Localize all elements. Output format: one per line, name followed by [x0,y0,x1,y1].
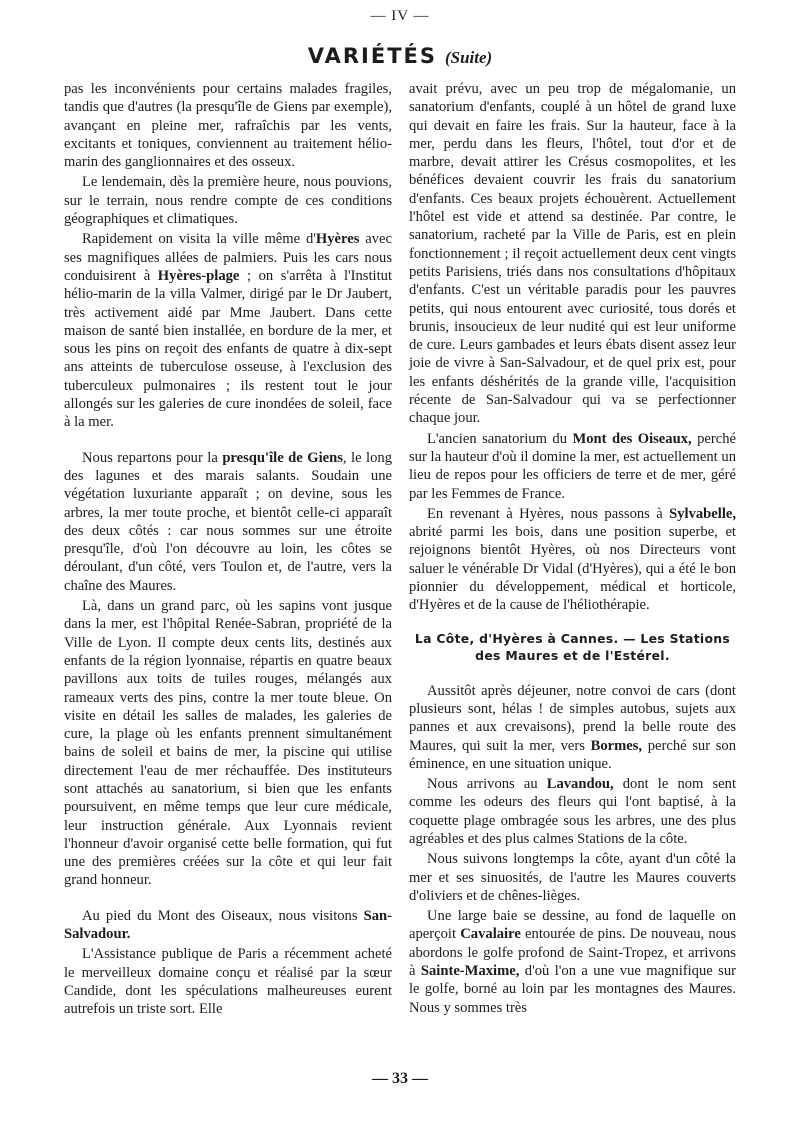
paragraph: Nous suivons longtemps la côte, ayant d'un côté la mer et ses sinuosités, de l'autre les Maures couverts d'oliviers et de chênes-lièges. [409,851,736,904]
paragraph: Le lendemain, dès la première heure, nous pouvions, sur le terrain, nous rendre compte de ces conditions géographiques et climatiques. [64,174,392,228]
paragraph: Aussitôt après déjeuner, notre convoi de cars (dont plusieurs sont, hélas ! de simples autobus, sujets aux pannes et aux crevaisons), prend la belle route des Maures, qui suit la mer, vers Bormes, perché sur son éminence, en une situation unique. [409,682,736,772]
section-header [0,44,800,68]
top-page-number: — IV — [370,8,430,24]
place-name: Bormes, [590,737,643,754]
left-column [64,80,392,1019]
place-name: Cavalaire [460,926,521,943]
section-heading: La Côte, d'Hyères à Cannes. — Les Stations des Maures et de l'Estérel. [414,630,731,663]
section-title: VARIÉTÉS [307,44,437,68]
paragraph: avait prévu, avec un peu trop de mégalomanie, un sanatorium d'enfants, couplé à un hôtel de grand luxe qui devait en faire les frais. Sur la hauteur, face à la mer, perdu dans les fleurs, l'hôtel, tout d'or et de marbre, devait attirer les Crésus cosmopolites, et les bénéfices devaient couvrir les frais du sanatorium d'enfants. Ces beaux projets échouèrent. Actuellement l'hôtel est vide et attend sa destinée. Par contre, le sanatorium, racheté par la Ville de Paris, est en plein fonctionnement ; il reçoit actuellement deux cent vingts petits Parisiens, triés dans nos consultations d'hôpitaux d'enfants. C'est un véritable paradis pour les pauvres petits, qui nous entourent avec curiosité, tous dorés et brunis, insoucieux de leur nudité qui est leur uniforme de cure. Leurs gambades et leurs ébats disent assez leur joie de vivre à San-Salvadour, et de quel prix est, pour les enfants déshérités de la grande ville, l'acquisition récente de San-Salvadour qui va se perfectionner chaque jour. [409,81,736,427]
bottom-page-number: — 33 — [372,1070,428,1087]
paragraph: Rapidement on visita la ville même d'Hyères avec ses magnifiques allées de palmiers. Puis les cars nous conduisirent à Hyères-plage ; on s'arrêta à l'Institut hélio-marin de la villa Valmer, dirigé par le Dr Jaubert, très activement aidé par Mme Jaubert. Dans cette maison de santé bien installée, en bordure de la mer, et sous les pins on reçoit des enfants de quatre à dix-sept ans atteints de tuberculose osseuse, à l'exclusion des tuberculeux pulmonaires ; ils restent tout le jour allongés sur les galeries de cure inondées de soleil, face à la mer. [64,231,393,431]
place-name: Sainte-Maxime, [420,963,520,980]
place-name: San-Salvadour. [64,907,392,943]
paragraph: Nous repartons pour la presqu'île de Giens, le long des lagunes et des marais salants. Soudain une végétation luxuriante apparaît ; on devine, sous les arbres, la mer toute proche, et bientôt celle-ci apparaît des deux côtés : car nous sommes sur une étroite presqu'île, d'où l'on découvre au loin, les côtes se déroulant, d'un côté, vers Toulon et, de l'autre, vers la chaîne des Maures. [64,449,392,594]
section-subtitle: (Suite) [444,48,493,67]
paragraph: L'ancien sanatorium du Mont des Oiseaux, perché sur la hauteur d'où il domine la mer, est actuellement un lieu de repos pour les officiers de terre et de mer, géré par les Femmes de France. [409,430,736,502]
paragraph: Une large baie se dessine, au fond de laquelle on aperçoit Cavalaire entourée de pins. De nouveau, nous abordons le golfe profond de Saint-Tropez, et arrivons à Sainte-Maxime, d'où l'on a une vue magnifique sur le golfe, borné au loin par les montagnes des Maures. Nous y sommes très [409,908,736,1016]
place-name: presqu'île de Giens [222,449,343,466]
paragraph: En revenant à Hyères, nous passons à Sylvabelle, abrité parmi les bois, dans une position superbe, et rejoignons bientôt Hyères, où nos Directeurs vont saluer le vénérable Dr Vidal (d'Hyères), qui a été le bon pionnier du développement, médical et horticole, d'Hyères et de la cause de l'héliothérapie. [409,505,736,614]
place-name: Hyères [315,231,360,248]
place-name: Lavandou, [546,776,614,793]
paragraph: L'Assistance publique de Paris a récemment acheté le merveilleux domaine conçu et réalisé par la sœur Candide, dont les spéculations malheureuses eurent autrefois un triste sort. Elle [64,946,392,1018]
paragraph: Nous arrivons au Lavandou, dont le nom sent comme les odeurs des fleurs qui l'ont baptisé, à la coquette plage ombragée sous les arbres, une des plus agréables et des plus calmes Stations de la côte. [409,776,737,847]
right-column [409,80,736,1017]
paragraph: pas les inconvénients pour certains malades fragiles, tandis que d'autres (la presqu'île de Giens par exemple), avançant en pleine mer, rafraîchis par les vents, excitants et toniques, conviennent au traitement hélio-marin des ganglionnaires et des osseux. [64,81,392,171]
paragraph: Au pied du Mont des Oiseaux, nous visitons San-Salvadour. [64,907,392,943]
place-name: Mont des Oiseaux, [572,430,692,447]
place-name: Sylvabelle, [669,505,736,522]
paragraph: Là, dans un grand parc, où les sapins vont jusque dans la mer, est l'hôpital Renée-Sabran, propriété de la Ville de Lyon. Il compte deux cents lits, destinés aux enfants de la région lyonnaise, répartis en quatre beaux pavillons aux toits de tuiles rouges, mélangés aux rameaux verts des pins, contre la mer toute bleue. On visite en détail les salles de malades, les galeries de cure, la plage où les enfants prennent simultanément bains de soleil et bains de mer, la piscine qui utilise directement l'eau de mer réchauffée. Des instituteurs sont attachés au sanatorium, si bien que les enfants poursuivent, en même temps que leur cure médicale, leur instruction générale. Aux Lyonnais revient l'honneur d'avoir organisé cette belle formation, qui fut une des premières créées sur la côte et qui leur fait grand honneur. [64,598,392,889]
place-name: Hyères-plage [157,267,240,284]
